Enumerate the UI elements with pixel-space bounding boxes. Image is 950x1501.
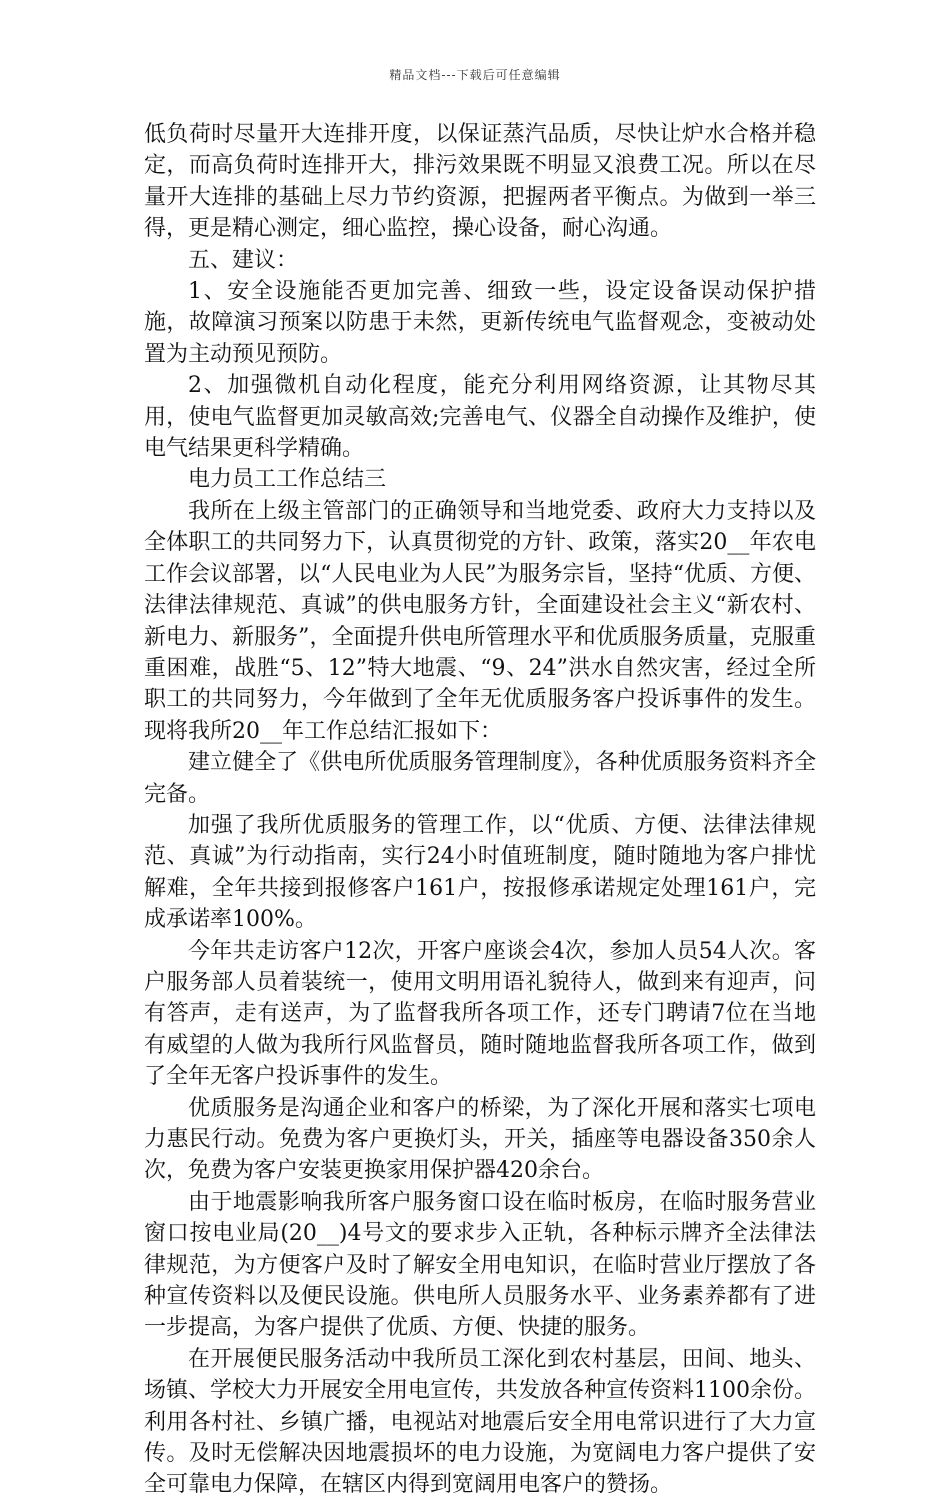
paragraph-suggestion-1: 1、安全设施能否更加完善、细致一些，设定设备误动保护措施，故障演习预案以防患于未然，更新传统电气监督观念，变被动处置为主动预见预防。 <box>144 279 816 367</box>
page-header: 精品文档---下载后可任意编辑 <box>389 68 561 82</box>
paragraph-quality-service: 优质服务是沟通企业和客户的桥梁，为了深化开展和落实七项电力惠民行动。免费为客户更换灯头，开关，插座等电器设备350余人次，免费为客户安装更换家用保护器420余台。 <box>144 1095 816 1184</box>
paragraph-outreach: 在开展便民服务活动中我所员工深化到农村基层，田间、地头、场镇、学校大力开展安全用电宣传，共发放各种宣传资料1100余份。利用各村社、乡镇广播，电视站对地震后安全用电常识进行了大力宣传。及时无偿解决因地震损坏的电力设施，为宽阔电力客户提供了安全可靠电力保障，在辖区内得到宽阔用电客户的赞扬。 <box>144 1346 816 1498</box>
paragraph-suggestion-2: 2、加强微机自动化程度，能充分利用网络资源，让其物尽其用，使电气监督更加灵敏高效;完善电气、仪器全自动操作及维护，使电气结果更科学精确。 <box>144 373 816 462</box>
paragraph-system: 建立健全了《供电所优质服务管理制度》，各种优质服务资料齐全完备。 <box>144 750 816 807</box>
section-title-summary-three: 电力员工工作总结三 <box>188 467 387 493</box>
paragraph-management: 加强了我所优质服务的管理工作，以“优质、方便、法律法律规范、真诚”为行动指南，实行24小时值班制度，随时随地为客户排忧解难，全年共接到报修客户161户，按报修承诺规定处理161户，完成承诺率100%。 <box>144 812 816 933</box>
section-heading-suggestions: 五、建议： <box>188 247 299 273</box>
paragraph-1: 低负荷时尽量开大连排开度，以保证蒸汽品质，尽快让炉水合格并稳定，而高负荷时连排开大，排污效果既不明显又浪费工况。所以在尽量开大连排的基础上尽力节约资源，把握两者平衡点。为做到一举三得，更是精心测定，细心监控，操心设备，耐心沟通。 <box>144 122 816 242</box>
paragraph-earthquake: 由于地震影响我所客户服务窗口设在临时板房，在临时服务营业窗口按电业局(20__)4号文的要求步入正轨，各种标示牌齐全法律法律规范，为方便客户及时了解安全用电知识，在临时营业厅摆放了各种宣传资料以及便民设施。供电所人员服务水平、业务素养都有了进一步提高，为客户提供了优质、方便、快捷的服务。 <box>144 1189 816 1341</box>
paragraph-visits: 今年共走访客户12次，开客户座谈会4次，参加人员54人次。客户服务部人员着装统一，使用文明用语礼貌待人，做到来有迎声，问有答声，走有送声，为了监督我所各项工作，还专门聘请7位在当地有威望的人做为我所行风监督员，随时随地监督我所各项工作，做到了全年无客户投诉事件的发生。 <box>144 938 816 1090</box>
document-body <box>144 119 816 1501</box>
paragraph-intro: 我所在上级主管部门的正确领导和当地党委、政府大力支持以及全体职工的共同努力下，认真贯彻党的方针、政策，落实20__年农电工作会议部署，以“人民电业为人民”为服务宗旨，坚持“优质、方便、法律法律规范、真诚”的供电服务方针，全面建设社会主义“新农村、新电力、新服务”，全面提升供电所管理水平和优质服务质量，克服重重困难，战胜“5、12”特大地震、“9、24”洪水自然灾害，经过全所职工的共同努力，今年做到了全年无优质服务客户投诉事件的发生。现将我所20__年工作总结汇报如下： <box>144 498 816 744</box>
